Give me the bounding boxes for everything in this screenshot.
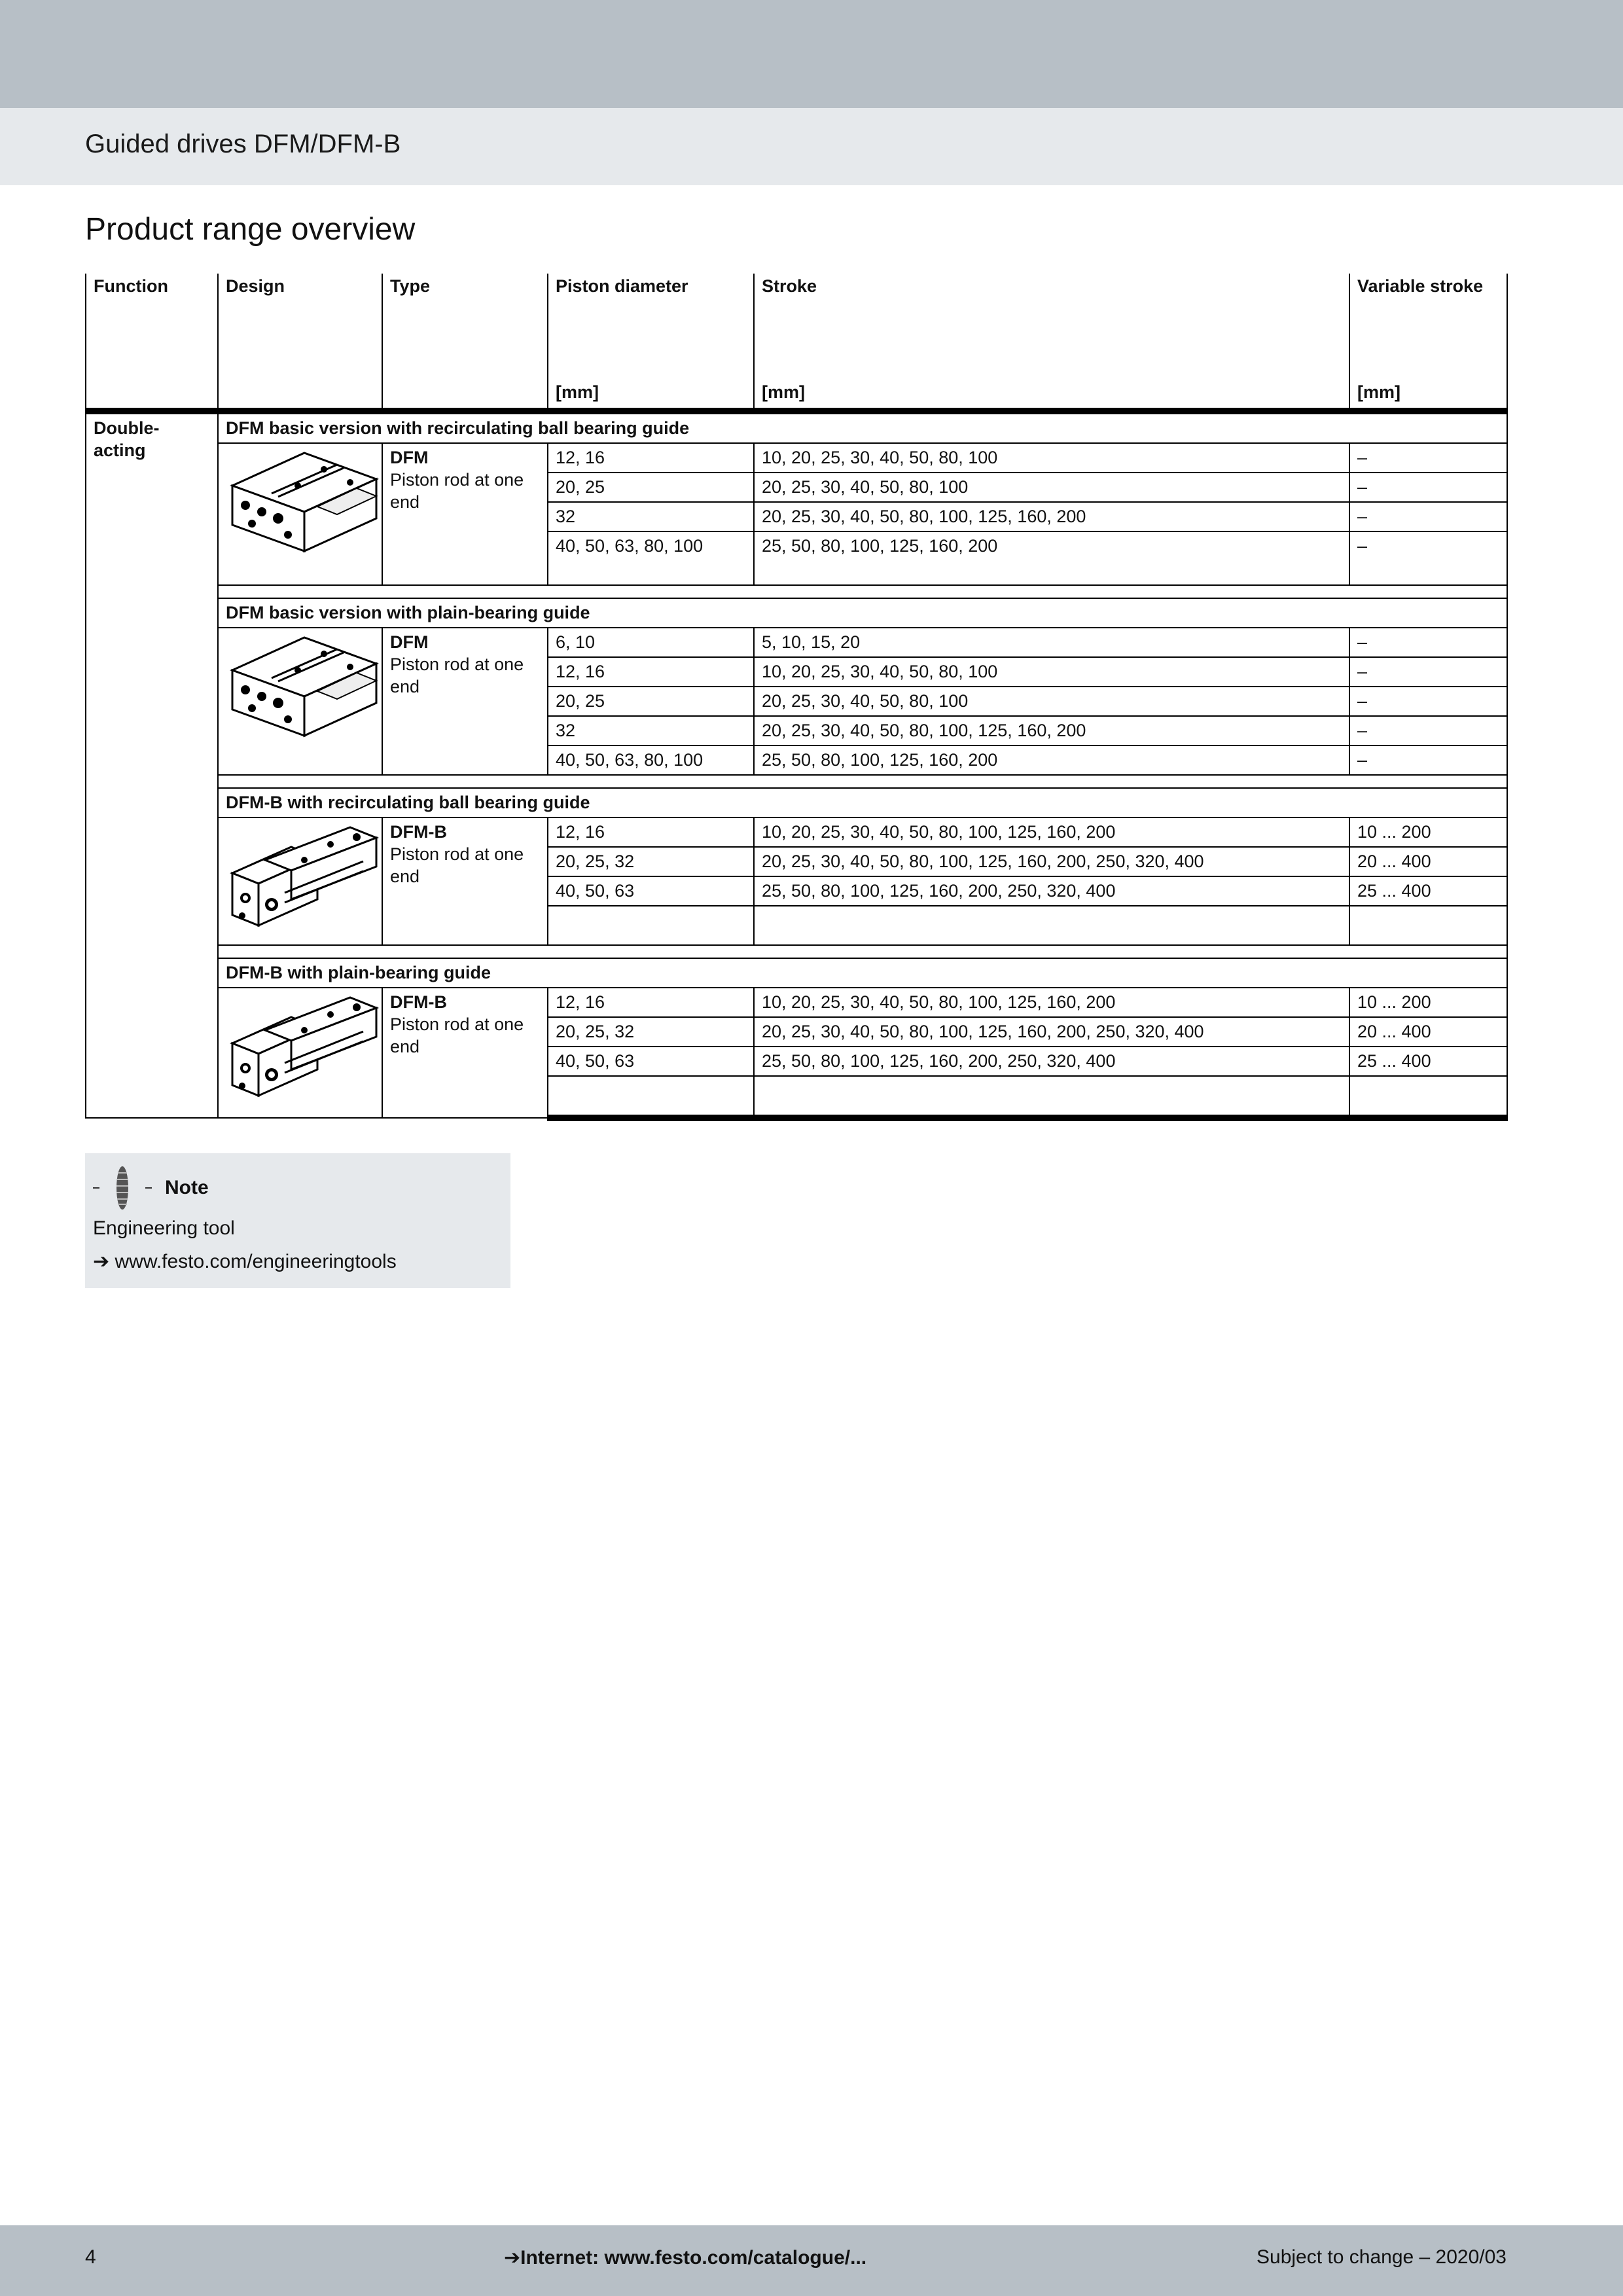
piston-cell: [548, 906, 754, 945]
dfm-b-drive-illustration: [226, 821, 383, 932]
note-icon: [93, 1165, 152, 1211]
header-piston-diameter: Piston diameter [mm]: [548, 274, 754, 411]
stroke-cell: 5, 10, 15, 20: [754, 628, 1349, 657]
piston-cell: 20, 25: [548, 473, 754, 502]
piston-cell: 12, 16: [548, 988, 754, 1017]
header-variable-stroke: Variable stroke [mm]: [1349, 274, 1507, 411]
product-image-dfm-b: [218, 817, 382, 945]
piston-cell: 12, 16: [548, 443, 754, 473]
note-title: Note: [165, 1177, 209, 1198]
stroke-cell: 20, 25, 30, 40, 50, 80, 100, 125, 160, 200, 250, 320, 400: [754, 847, 1349, 876]
table-row: [86, 817, 1507, 847]
table-row: [86, 443, 1507, 473]
piston-cell: [548, 1076, 754, 1118]
stroke-cell: 20, 25, 30, 40, 50, 80, 100, 125, 160, 200: [754, 716, 1349, 745]
spacer-row: [86, 585, 1507, 598]
header-function: Function: [86, 274, 218, 411]
group-title: DFM basic version with plain-bearing guide: [218, 598, 1507, 628]
piston-cell: 40, 50, 63, 80, 100: [548, 745, 754, 775]
stroke-cell: 25, 50, 80, 100, 125, 160, 200, 250, 320, 400: [754, 876, 1349, 906]
stroke-cell: [754, 906, 1349, 945]
piston-cell: 20, 25, 32: [548, 1017, 754, 1047]
group-title: DFM-B with recirculating ball bearing guide: [218, 788, 1507, 817]
note-text: Engineering tool: [93, 1217, 235, 1239]
stroke-cell: 10, 20, 25, 30, 40, 50, 80, 100, 125, 160, 200: [754, 988, 1349, 1017]
unit-label: [mm]: [556, 382, 599, 402]
variable-cell: –: [1349, 628, 1507, 657]
group-title-row: [86, 411, 1507, 443]
stroke-cell: [754, 1076, 1349, 1118]
note-header: [93, 1165, 209, 1211]
table-row: [86, 988, 1507, 1017]
type-cell: DFM-B Piston rod at one end: [382, 988, 548, 1118]
piston-cell: 32: [548, 502, 754, 531]
variable-cell: 20 ... 400: [1349, 1017, 1507, 1047]
piston-cell: 40, 50, 63: [548, 876, 754, 906]
footer-subject-to-change: Subject to change – 2020/03: [1257, 2246, 1507, 2268]
piston-cell: 40, 50, 63, 80, 100: [548, 531, 754, 585]
header-type: Type: [382, 274, 548, 411]
header-design: Design: [218, 274, 382, 411]
product-image-dfm: [218, 443, 382, 585]
stroke-cell: 10, 20, 25, 30, 40, 50, 80, 100: [754, 443, 1349, 473]
variable-cell: –: [1349, 716, 1507, 745]
variable-cell: –: [1349, 502, 1507, 531]
stroke-cell: 25, 50, 80, 100, 125, 160, 200, 250, 320, 400: [754, 1047, 1349, 1076]
stroke-cell: 25, 50, 80, 100, 125, 160, 200: [754, 531, 1349, 585]
piston-cell: 20, 25: [548, 687, 754, 716]
engineering-tools-link[interactable]: [93, 1250, 397, 1273]
unit-label: [mm]: [762, 382, 805, 402]
variable-cell: 25 ... 400: [1349, 1047, 1507, 1076]
product-range-table: [85, 274, 1508, 1121]
piston-cell: 20, 25, 32: [548, 847, 754, 876]
dfm-drive-illustration: [226, 631, 383, 746]
arrow-right-icon: ➔: [504, 2247, 521, 2269]
arrow-right-icon: ➔: [93, 1251, 115, 1272]
type-cell: DFM-B Piston rod at one end: [382, 817, 548, 945]
group-title-row: [86, 788, 1507, 817]
variable-cell: –: [1349, 745, 1507, 775]
page-number: 4: [85, 2246, 96, 2268]
piston-cell: 12, 16: [548, 817, 754, 847]
variable-cell: –: [1349, 687, 1507, 716]
stroke-cell: 20, 25, 30, 40, 50, 80, 100, 125, 160, 200, 250, 320, 400: [754, 1017, 1349, 1047]
piston-cell: 32: [548, 716, 754, 745]
catalogue-link[interactable]: [504, 2246, 866, 2269]
variable-cell: [1349, 906, 1507, 945]
unit-label: [mm]: [1357, 382, 1400, 402]
catalogue-link-text: Internet: www.festo.com/catalogue/...: [520, 2247, 867, 2269]
dfm-drive-illustration: [226, 446, 383, 562]
top-bar: [0, 0, 1623, 108]
product-image-dfm: [218, 628, 382, 775]
group-title: DFM basic version with recirculating ball bearing guide: [218, 411, 1507, 443]
section-title: Product range overview: [85, 212, 416, 247]
spacer-row: [86, 775, 1507, 788]
variable-cell: –: [1349, 657, 1507, 687]
doc-title: Guided drives DFM/DFM-B: [85, 130, 401, 158]
group-title: DFM-B with plain-bearing guide: [218, 958, 1507, 988]
variable-cell: 25 ... 400: [1349, 876, 1507, 906]
link-text: www.festo.com/engineeringtools: [115, 1251, 397, 1272]
stroke-cell: 20, 25, 30, 40, 50, 80, 100: [754, 687, 1349, 716]
stroke-cell: 20, 25, 30, 40, 50, 80, 100, 125, 160, 200: [754, 502, 1349, 531]
variable-cell: 10 ... 200: [1349, 817, 1507, 847]
function-cell: Double-acting: [86, 411, 218, 1118]
product-image-dfm-b: [218, 988, 382, 1118]
spacer: [218, 585, 1507, 598]
type-cell: DFM Piston rod at one end: [382, 443, 548, 585]
group-title-row: [86, 598, 1507, 628]
variable-cell: –: [1349, 473, 1507, 502]
dfm-b-drive-illustration: [226, 991, 383, 1102]
spacer-row: [86, 945, 1507, 958]
stroke-cell: 20, 25, 30, 40, 50, 80, 100: [754, 473, 1349, 502]
spacer: [218, 945, 1507, 958]
group-title-row: [86, 958, 1507, 988]
stroke-cell: 25, 50, 80, 100, 125, 160, 200: [754, 745, 1349, 775]
header-stroke: Stroke [mm]: [754, 274, 1349, 411]
piston-cell: 40, 50, 63: [548, 1047, 754, 1076]
variable-cell: 10 ... 200: [1349, 988, 1507, 1017]
variable-cell: –: [1349, 531, 1507, 585]
variable-cell: [1349, 1076, 1507, 1118]
variable-cell: –: [1349, 443, 1507, 473]
piston-cell: 6, 10: [548, 628, 754, 657]
stroke-cell: 10, 20, 25, 30, 40, 50, 80, 100: [754, 657, 1349, 687]
note-box: [85, 1153, 510, 1288]
table-header-row: [86, 274, 1507, 411]
variable-cell: 20 ... 400: [1349, 847, 1507, 876]
type-cell: DFM Piston rod at one end: [382, 628, 548, 775]
stroke-cell: 10, 20, 25, 30, 40, 50, 80, 100, 125, 160, 200: [754, 817, 1349, 847]
piston-cell: 12, 16: [548, 657, 754, 687]
spacer: [218, 775, 1507, 788]
table-row: [86, 628, 1507, 657]
